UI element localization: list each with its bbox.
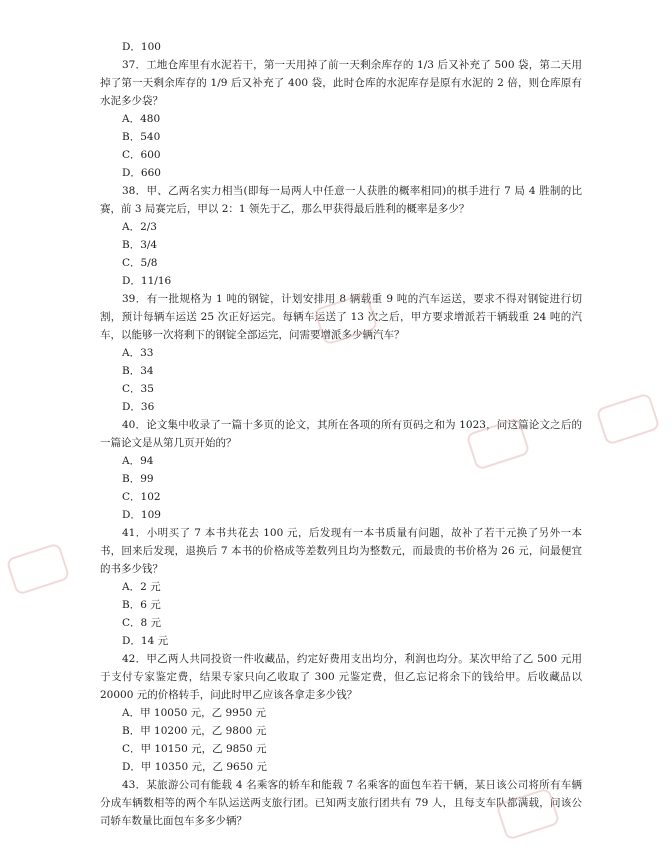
answer-option: D．660 bbox=[122, 167, 161, 179]
question-text: 39．有一批规格为 1 吨的钢锭，计划安排用 8 辆载重 9 吨的汽车运送，要求不得对钢锭进行切割，预计每辆车运送 25 次正好运完。每辆车运送了 13 次之后，甲方要求增派若干辆载重 24 吨的汽车，以能够一次将剩下的钢锭全部运完，问需要增派多少辆汽车？ bbox=[100, 293, 582, 341]
answer-option: B．34 bbox=[122, 365, 154, 377]
watermark-stamp bbox=[595, 392, 660, 445]
answer-option: A．2/3 bbox=[122, 221, 157, 233]
answer-option: C．甲 10150 元，乙 9850 元 bbox=[122, 743, 267, 755]
question-text: 37．工地仓库里有水泥若干，第一天用掉了前一天剩余库存的 1/3 后又补充了 500 袋，第二天用掉了第一天剩余库存的 1/9 后又补充了 400 袋，此时仓库的水泥库存是原有水泥的 2 倍，则仓库原有水泥多少袋？ bbox=[100, 59, 582, 107]
answer-option: A．2 元 bbox=[122, 581, 161, 593]
answer-option: C．600 bbox=[122, 149, 161, 161]
question-text: 40．论文集中收录了一篇十多页的论文，其所在各项的所有页码之和为 1023，问这篇论文之后的一篇论文是从第几页开始的？ bbox=[100, 419, 582, 449]
answer-option: D．14 元 bbox=[122, 635, 169, 647]
answer-option: B．3/4 bbox=[122, 239, 158, 251]
answer-option: C．35 bbox=[122, 383, 154, 395]
option-d-prev: D．100 bbox=[122, 41, 161, 53]
answer-option: B．540 bbox=[122, 131, 161, 143]
answer-option: A．33 bbox=[122, 347, 154, 359]
question-block bbox=[100, 524, 582, 650]
answer-option: A．480 bbox=[122, 113, 161, 125]
answer-option: A．甲 10050 元，乙 9950 元 bbox=[122, 707, 267, 719]
answer-option: D．11/16 bbox=[122, 275, 172, 287]
question-text: 43．某旅游公司有能载 4 名乘客的轿车和能载 7 名乘客的面包车若干辆，某日该公司将所有车辆分成车辆数相等的两个车队运送两支旅行团。已知两支旅行团共有 79 人，且每支车队都满载，问该公司轿车数量比面包车多多少辆？ bbox=[100, 779, 582, 827]
answer-option: D．36 bbox=[122, 401, 155, 413]
answer-option: C．102 bbox=[122, 491, 161, 503]
answer-option: C．8 元 bbox=[122, 617, 162, 629]
answer-option: B．99 bbox=[122, 473, 154, 485]
answer-option: C．5/8 bbox=[122, 257, 158, 269]
question-block bbox=[100, 56, 582, 182]
answer-option: D．甲 10350 元，乙 9650 元 bbox=[122, 761, 267, 773]
answer-option: B．6 元 bbox=[122, 599, 161, 611]
question-text: 41．小明买了 7 本书共花去 100 元，后发现有一本书质量有问题，故补了若干元换了另外一本书，回来后发现，退换后 7 本书的价格成等差数列且均为整数元，而最贵的书价格为 26 元，问最便宜的书多少钱？ bbox=[100, 527, 582, 575]
question-block bbox=[100, 650, 582, 776]
question-block bbox=[100, 182, 582, 290]
watermark-stamp bbox=[5, 542, 70, 595]
answer-option: B．甲 10200 元，乙 9800 元 bbox=[122, 725, 267, 737]
answer-option: D．109 bbox=[122, 509, 161, 521]
answer-option: A．94 bbox=[122, 455, 154, 467]
question-text: 38．甲、乙两名实力相当(即每一局两人中任意一人获胜的概率相同)的棋手进行 7 局 4 胜制的比赛，前 3 局赛完后，甲以 2：1 领先于乙，那么甲获得最后胜利的概率是多少？ bbox=[100, 185, 582, 215]
question-text: 42．甲乙两人共同投资一件收藏品，约定好费用支出均分，利润也均分。某次甲给了乙 500 元用于支付专家鉴定费，结果专家只向乙收取了 300 元鉴定费，但乙忘记将余下的钱给甲。后收藏品以 20000 元的价格转手，问此时甲乙应该各拿走多少钱？ bbox=[100, 653, 582, 701]
